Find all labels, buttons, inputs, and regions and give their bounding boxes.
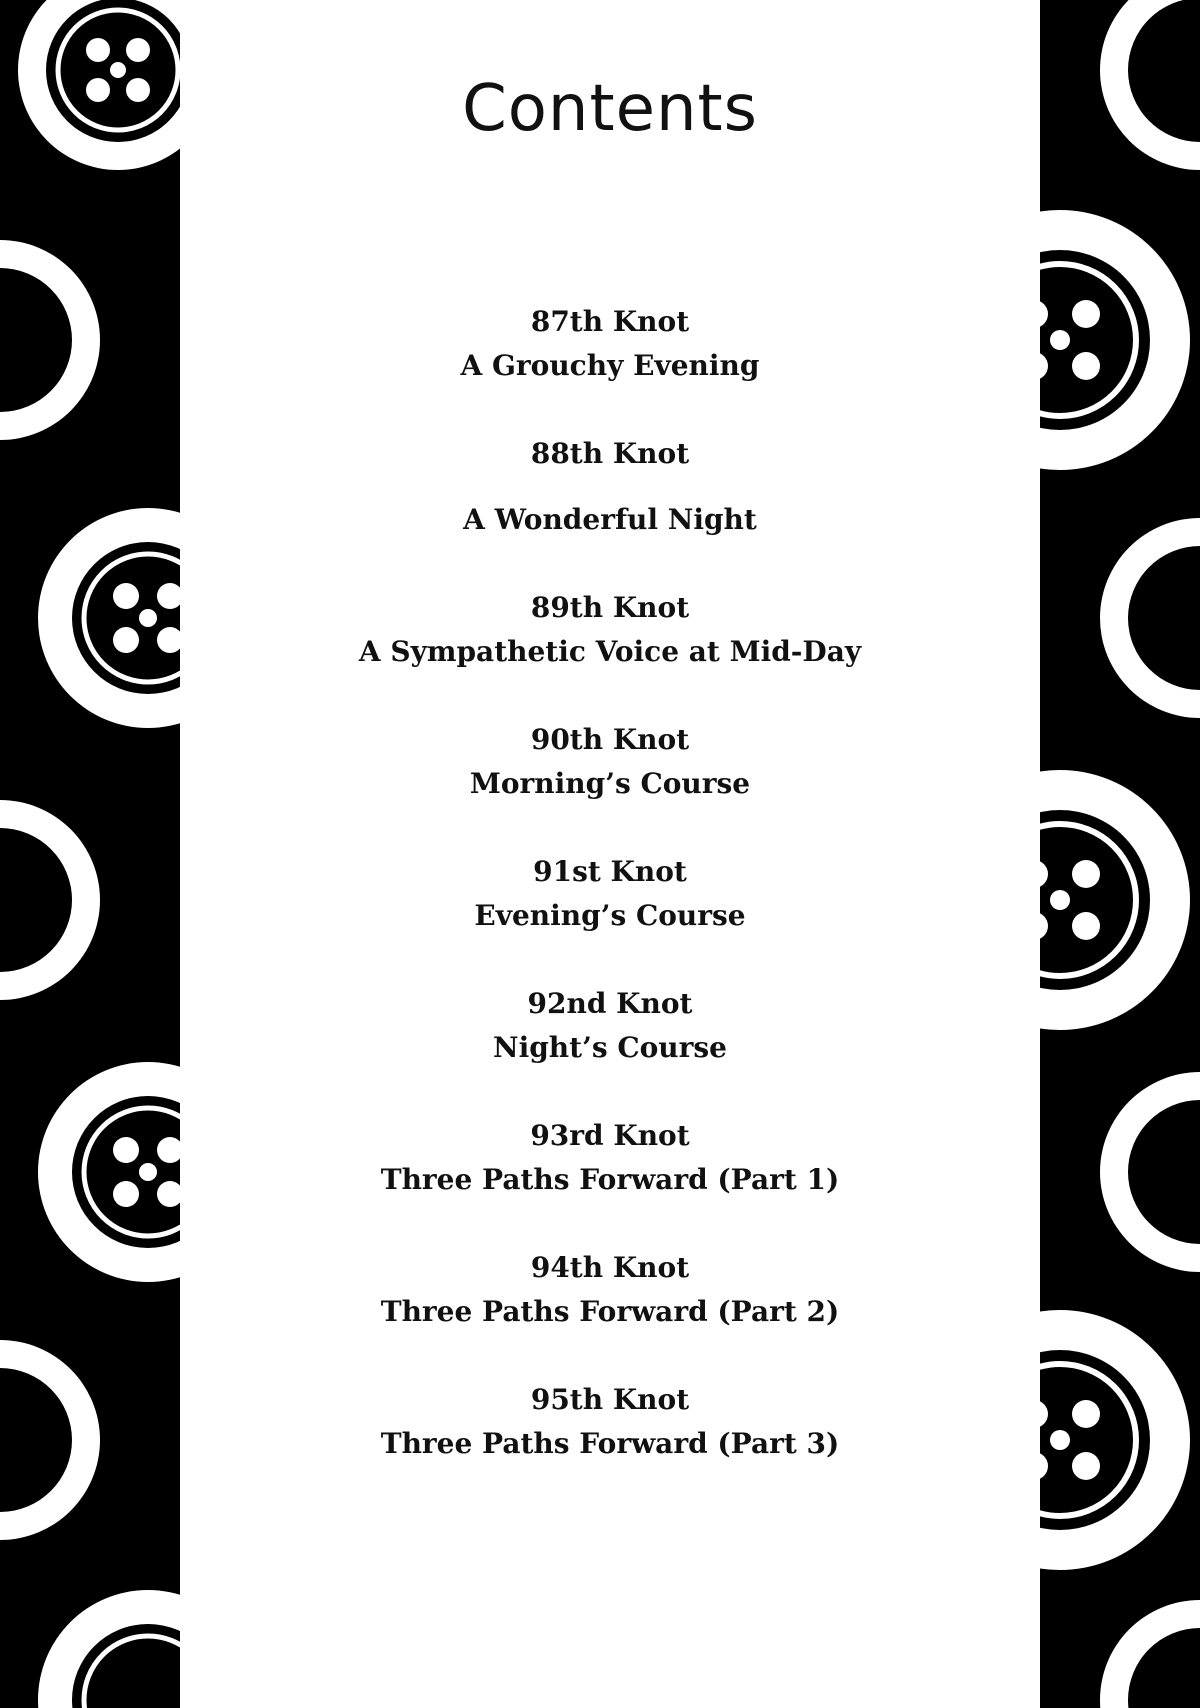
chapter-title: Night’s Course [492, 1031, 727, 1064]
flower-crest-icon [1040, 210, 1190, 470]
chapter-title: Three Paths Forward (Part 3) [380, 1427, 840, 1460]
flower-crest-icon [38, 508, 180, 728]
flower-crest-icon [38, 1062, 180, 1282]
toc-entry[interactable] [180, 1246, 1040, 1334]
chapter-title: Morning’s Course [469, 767, 751, 800]
chapter-title: Three Paths Forward (Part 1) [380, 1163, 840, 1196]
left-decorative-border [0, 0, 180, 1708]
toc-entry[interactable] [180, 1114, 1040, 1202]
chapter-title: Evening’s Course [474, 899, 746, 932]
toc-entry[interactable] [180, 718, 1040, 806]
chapter-title: A Sympathetic Voice at Mid-Day [358, 635, 862, 668]
toc-entry[interactable] [180, 432, 1040, 542]
chapter-title: Three Paths Forward (Part 2) [380, 1295, 840, 1328]
chapter-title: A Grouchy Evening [460, 349, 760, 382]
chapter-number: 92nd Knot [527, 987, 693, 1020]
chapter-number: 88th Knot [530, 437, 690, 470]
toc-entry[interactable] [180, 586, 1040, 674]
chapter-number: 95th Knot [530, 1383, 690, 1416]
chapter-number: 93rd Knot [530, 1119, 690, 1152]
toc-entry[interactable] [180, 300, 1040, 388]
flower-crest-icon [1100, 1600, 1200, 1708]
flower-crest-icon [38, 1590, 180, 1708]
flower-crest-pattern-left [0, 0, 180, 1708]
flower-crest-icon [0, 1340, 100, 1540]
flower-crest-icon [18, 0, 180, 170]
flower-crest-icon [1100, 518, 1200, 718]
flower-crest-icon [1040, 1310, 1190, 1570]
chapter-title: A Wonderful Night [463, 503, 757, 536]
flower-crest-icon [1100, 0, 1200, 170]
chapter-number: 89th Knot [530, 591, 690, 624]
flower-crest-icon [0, 240, 100, 440]
chapter-number: 90th Knot [530, 723, 690, 756]
toc-entry[interactable] [180, 850, 1040, 938]
flower-crest-icon [1100, 1072, 1200, 1272]
flower-crest-icon [0, 800, 100, 1000]
flower-crest-icon [1040, 770, 1190, 1030]
chapter-number: 91st Knot [533, 855, 687, 888]
page-title: Contents [462, 72, 758, 146]
toc-entry[interactable] [180, 1378, 1040, 1466]
contents-page [180, 0, 1040, 1708]
right-decorative-border [1040, 0, 1200, 1708]
toc-entry[interactable] [180, 982, 1040, 1070]
flower-crest-pattern-right [1040, 0, 1200, 1708]
chapter-number: 94th Knot [530, 1251, 690, 1284]
chapter-number: 87th Knot [530, 305, 690, 338]
